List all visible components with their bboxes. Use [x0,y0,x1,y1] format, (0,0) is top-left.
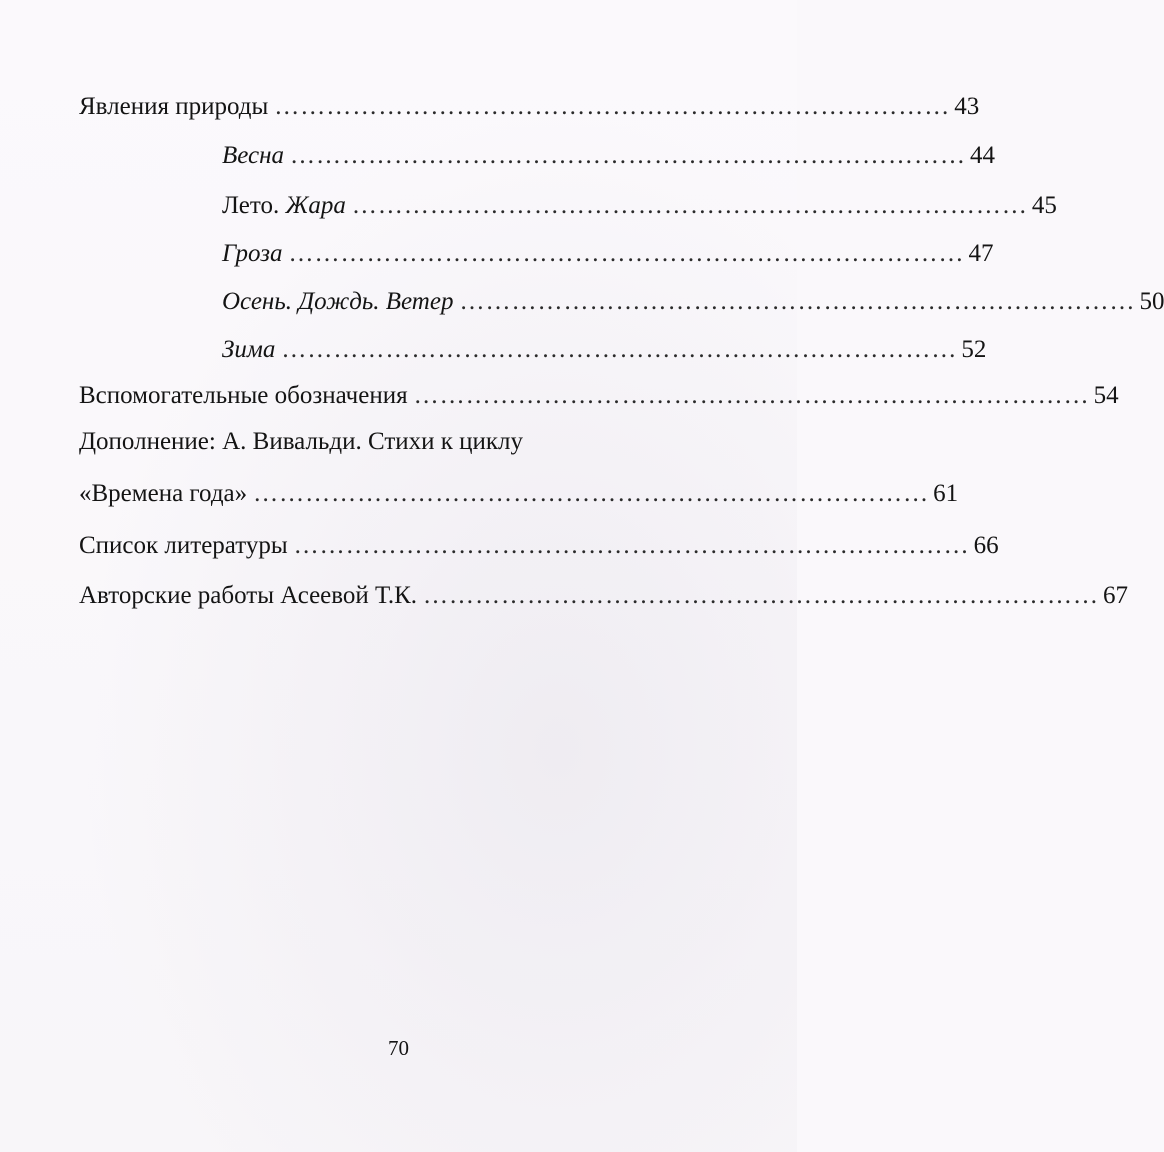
toc-entry-page: 45 [1031,192,1057,219]
toc-entry [222,287,1164,317]
toc-entry-title-plain: Лето. [222,192,286,219]
toc-entry-title: Авторские работы Асеевой Т.К. [79,582,417,609]
toc-entry-page: 67 [1103,582,1128,609]
dot-leader: …………………………………………………………………… [413,382,1090,409]
toc-entry-page: 47 [968,240,994,267]
toc-entry [79,581,1128,611]
dot-leader: …………………………………………………………………… [281,336,958,363]
dot-leader: …………………………………………………………………… [351,192,1028,219]
toc-entry-title: Гроза [222,240,283,267]
toc-entry-title: Зима [222,336,276,363]
dot-leader: …………………………………………………………………… [290,142,967,169]
toc-entry [79,381,1119,411]
toc-entry [222,191,1057,221]
toc-entry-page: 61 [933,480,959,507]
toc-entry-page: 52 [961,336,987,363]
dot-leader: …………………………………………………………………… [274,93,951,120]
toc-entry [79,92,980,122]
toc-entry-title: Список литературы [79,532,288,559]
toc-entry-title: Явления природы [79,93,269,120]
toc-entry [222,239,994,269]
toc-entry-title: Осень. Дождь. Ветер [222,288,454,315]
toc-entry-title-italic: Жара [285,192,346,219]
dot-leader: …………………………………………………………………… [293,532,970,559]
toc-entry-page: 43 [954,93,980,120]
toc-entry [79,531,999,561]
toc-entry [222,335,987,365]
toc-entry-page: 66 [973,532,999,559]
toc-entry-page: 50 [1139,288,1164,315]
toc-entry-title: Весна [222,142,285,169]
dot-leader: …………………………………………………………………… [288,240,965,267]
toc-entry [79,479,959,509]
toc-entry-title-line: Дополнение: А. Вивальди. Стихи к циклу [79,428,524,455]
page-number: 70 [388,1036,409,1060]
toc-entry-title: «Времена года» [79,480,248,507]
dot-leader: …………………………………………………………………… [423,582,1099,609]
toc-entry-title [222,191,346,221]
toc-entry-title: Вспомогательные обозначения [79,382,408,409]
dot-leader: …………………………………………………………………… [459,288,1136,315]
dot-leader: …………………………………………………………………… [253,480,930,507]
toc-entry [222,141,996,171]
toc-entry-page: 54 [1093,382,1119,409]
toc-entry-page: 44 [970,142,996,169]
